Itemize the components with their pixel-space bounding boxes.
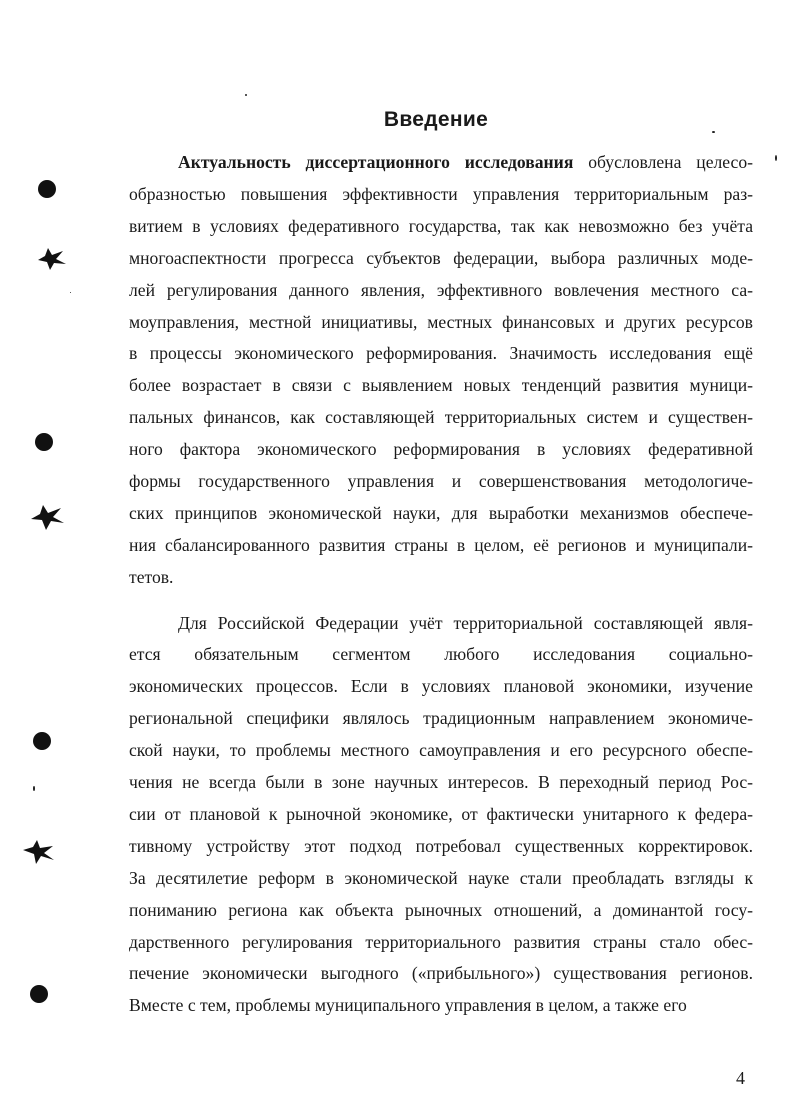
text-line	[129, 373, 753, 399]
line-text: региональной специфики являлось традиционным направлением экономиче-	[129, 708, 753, 728]
line-text: Вместе с тем, проблемы муниципального управления в целом, а также его	[129, 995, 687, 1015]
punch-hole	[33, 732, 51, 750]
line-text: многоаспектности прогресса субъектов федерации, выбора различных моде-	[129, 248, 753, 268]
line-text: дарственного регулирования территориального развития страны стало обес-	[129, 932, 753, 952]
line-text: витием в условиях федеративного государства, так как невозможно без учёта	[129, 216, 753, 236]
text-line	[129, 405, 753, 431]
line-text: пальных финансов, как составляющей территориальных систем и существен-	[129, 407, 753, 427]
line-text: формы государственного управления и совершенствования методологиче-	[129, 471, 753, 491]
text-line	[129, 961, 753, 987]
line-text: в процессы экономического реформирования. Значимость исследования ещё	[129, 343, 753, 363]
text-line	[178, 611, 753, 637]
text-line	[129, 834, 753, 860]
ink-blot-icon	[30, 502, 66, 532]
line-text: ской науки, то проблемы местного самоуправления и его ресурсного обеспе-	[129, 740, 753, 760]
text-line	[129, 642, 753, 668]
line-text: чения не всегда были в зоне научных интересов. В переходный период Рос-	[129, 772, 753, 792]
text-line	[129, 246, 753, 272]
text-line	[129, 310, 753, 336]
line-text: ских принципов экономической науки, для выработки механизмов обеспече-	[129, 503, 753, 523]
text-line	[129, 898, 753, 924]
text-line	[129, 738, 753, 764]
punch-hole	[38, 180, 56, 198]
line-text: лей регулирования данного явления, эффективного вовлечения местного са-	[129, 280, 753, 300]
line-text: экономических процессов. Если в условиях плановой экономики, изучение	[129, 676, 753, 696]
text-line	[129, 674, 753, 700]
text-line	[129, 802, 753, 828]
text-line	[129, 469, 753, 495]
text-line	[129, 278, 753, 304]
line-text: образностью повышения эффективности управления территориальным раз-	[129, 184, 753, 204]
line-text: обусловлена целесо-	[573, 152, 753, 172]
line-text: тивному устройству этот подход потребовал существенных корректировок.	[129, 836, 753, 856]
line-text: ется обязательным сегментом любого исследования социально-	[129, 644, 753, 664]
line-text: моуправления, местной инициативы, местных финансовых и других ресурсов	[129, 312, 753, 332]
line-text: За десятилетие реформ в экономической науке стали преобладать взгляды к	[129, 868, 753, 888]
text-line	[129, 993, 753, 1019]
line-text: пониманию региона как объекта рыночных отношений, а доминантой госу-	[129, 900, 753, 920]
line-text: печение экономически выгодного («прибыльного») существования регионов.	[129, 963, 753, 983]
ink-blot-icon	[22, 838, 56, 866]
line-text: Для Российской Федерации учёт территориальной составляющей явля-	[178, 613, 753, 633]
ink-blot-icon	[36, 246, 68, 272]
text-line	[129, 930, 753, 956]
text-line	[178, 150, 753, 176]
text-line	[129, 437, 753, 463]
text-line	[129, 501, 753, 527]
line-text: тетов.	[129, 567, 174, 587]
text-line	[129, 770, 753, 796]
punch-hole	[35, 433, 53, 451]
line-text: ния сбалансированного развития страны в целом, её регионов и муниципали-	[129, 535, 753, 555]
text-line	[129, 565, 753, 591]
text-line	[129, 533, 753, 559]
text-line	[129, 341, 753, 367]
text-line	[129, 706, 753, 732]
punch-hole	[30, 985, 48, 1003]
text-line	[129, 182, 753, 208]
text-line	[129, 214, 753, 240]
text-line	[129, 866, 753, 892]
page-number: 4	[736, 1068, 745, 1088]
line-text: сии от плановой к рыночной экономике, от фактически унитарного к федера-	[129, 804, 753, 824]
line-text: ного фактора экономического реформирования в условиях федеративной	[129, 439, 753, 459]
page-title: Введение	[383, 108, 489, 131]
bold-term: Актуальность диссертационного исследования	[178, 152, 574, 172]
line-text: более возрастает в связи с выявлением новых тенденций развития муници-	[129, 375, 753, 395]
